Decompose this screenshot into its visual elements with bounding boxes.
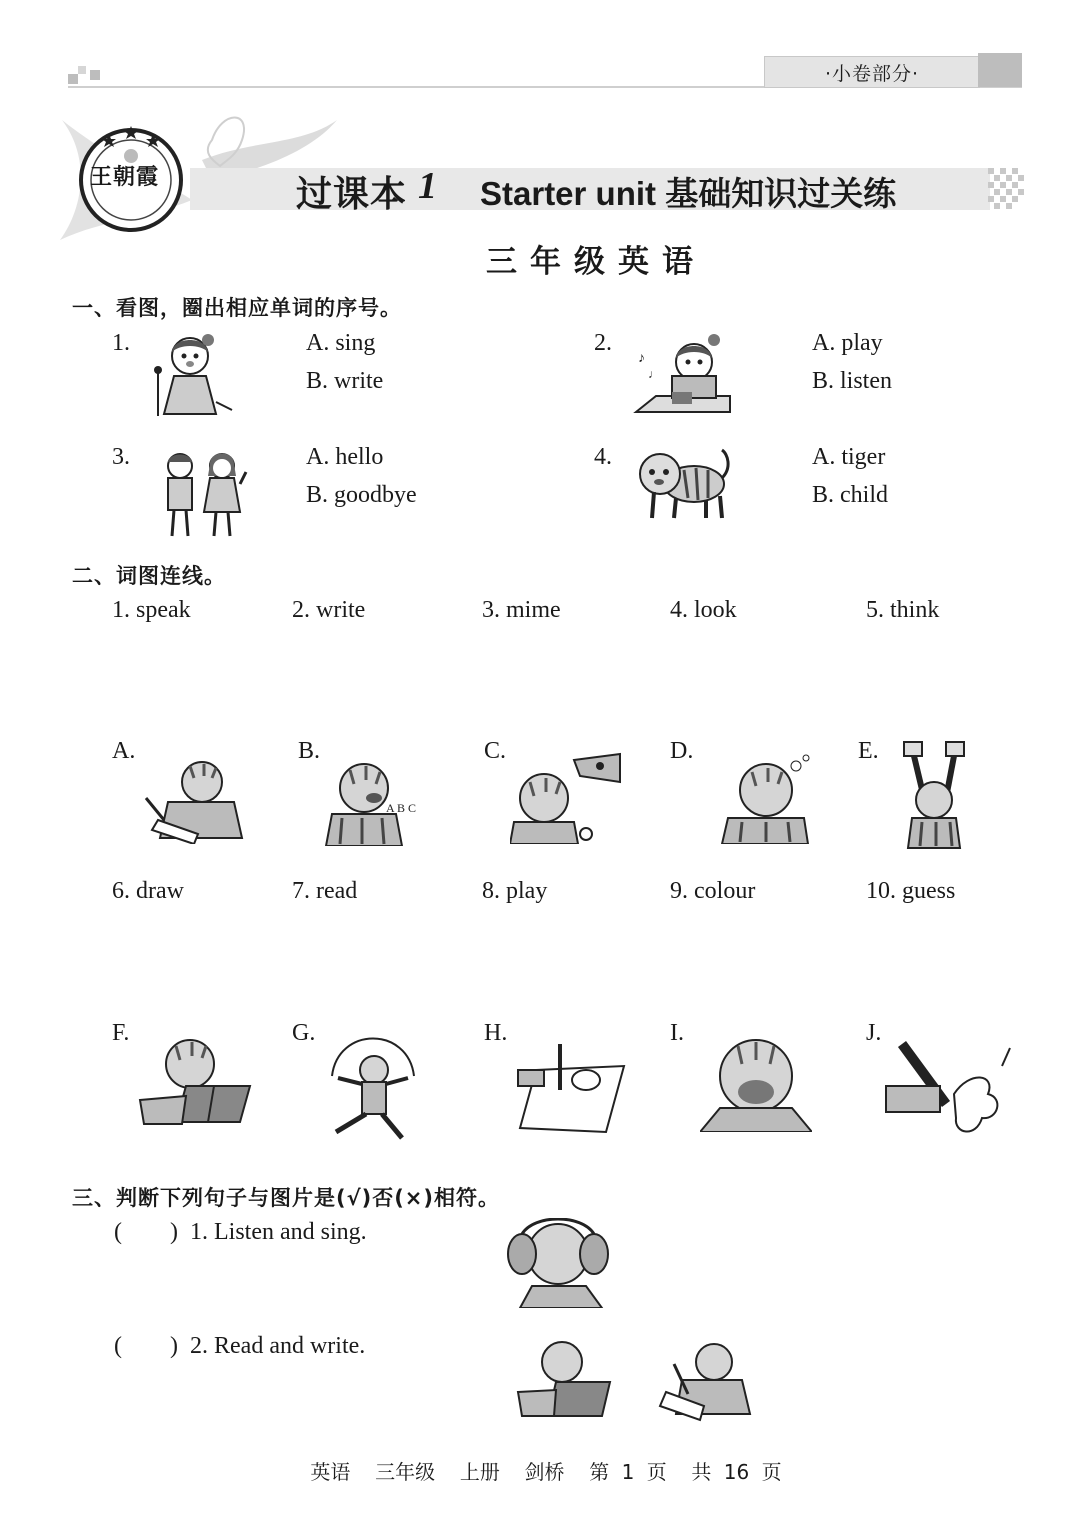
tiger-icon: [636, 444, 734, 522]
corner-decoration: [90, 70, 100, 80]
page-subtitle: 三年级英语: [486, 244, 706, 280]
girl-singing-icon: [144, 332, 236, 418]
s2-pic-label: F.: [112, 1020, 130, 1046]
s1-option-a: A. hello: [306, 444, 384, 470]
s2-pic-label: D.: [670, 738, 694, 764]
tiger-skipping-icon: [318, 1026, 428, 1144]
tiger-face-icon: [700, 1036, 812, 1132]
children-greeting-icon: [156, 450, 248, 540]
s2-word: 8. play: [482, 878, 548, 904]
dotted-pattern: [988, 168, 1024, 210]
s1-option-a: A. tiger: [812, 444, 886, 470]
section3-heading: 三、判断下列句子与图片是(√)否(×)相符。: [72, 1186, 500, 1210]
s2-pic-label: B.: [298, 738, 321, 764]
s1-item-number: 2.: [594, 330, 612, 356]
page-footer: 英语 三年级 上册 剑桥 第 1 页 共 16 页: [310, 1460, 782, 1484]
answer-bracket[interactable]: ( ): [114, 1333, 178, 1359]
s1-item-number: 4.: [594, 444, 612, 470]
s2-pic-label: C.: [484, 738, 507, 764]
lesson-subtitle: Starter unit 基础知识过关练: [480, 175, 897, 212]
s2-pic-label: I.: [670, 1020, 684, 1046]
s1-item-number: 3.: [112, 444, 130, 470]
pic-b-letters: A B C: [386, 801, 417, 815]
tiger-headphones-icon: [504, 1218, 610, 1308]
s3-sentence: 1. Listen and sing.: [190, 1219, 367, 1245]
s3-sentence: 2. Read and write.: [190, 1333, 366, 1359]
s2-pic-label: J.: [866, 1020, 882, 1046]
answer-bracket[interactable]: ( ): [114, 1219, 178, 1245]
lesson-number: 1: [418, 165, 437, 207]
tag-accent: [978, 53, 1022, 87]
s1-option-b: B. child: [812, 482, 888, 508]
s2-word: 7. read: [292, 878, 358, 904]
s1-option-a: A. sing: [306, 330, 376, 356]
tiger-speaking-icon: [322, 758, 422, 846]
s2-word: 3. mime: [482, 597, 561, 623]
s2-word: 4. look: [670, 597, 737, 623]
svg-text:♪: ♪: [638, 351, 645, 366]
tiger-writing-icon: [658, 1340, 754, 1422]
s1-option-a: A. play: [812, 330, 883, 356]
s2-pic-label: E.: [858, 738, 879, 764]
s2-word: 10. guess: [866, 878, 956, 904]
s2-word: 9. colour: [670, 878, 756, 904]
s2-word: 5. think: [866, 597, 940, 623]
logo-text: 王朝霞: [90, 165, 160, 190]
s2-word: 6. draw: [112, 878, 184, 904]
s2-pic-label: G.: [292, 1020, 316, 1046]
s1-option-b: B. listen: [812, 368, 893, 394]
svg-text:♩: ♩: [648, 367, 660, 381]
s2-pic-label: H.: [484, 1020, 508, 1046]
tiger-reading-book-icon: [516, 1338, 612, 1418]
corner-decoration: [68, 74, 78, 84]
s1-option-b: B. write: [306, 368, 384, 394]
s1-item-number: 1.: [112, 330, 130, 356]
section2-heading: 二、词图连线。: [72, 564, 226, 588]
s2-word: 2. write: [292, 597, 366, 623]
tiger-miming-icon: [894, 738, 976, 850]
tiger-looking-icon: [510, 752, 622, 844]
corner-decoration: [78, 66, 86, 74]
tiger-with-book-icon: [136, 1034, 252, 1126]
tiger-reading-icon: [138, 758, 248, 844]
s2-word: 1. speak: [112, 597, 191, 623]
s1-option-b: B. goodbye: [306, 482, 417, 508]
tiger-colouring-icon: [884, 1038, 1022, 1142]
s2-pic-label: A.: [112, 738, 136, 764]
section1-heading: 一、看图，圈出相应单词的序号。: [72, 296, 402, 320]
tiger-thinking-icon: [712, 752, 812, 844]
girl-listening-icon: [632, 332, 734, 414]
section-tag: ·小卷部分·: [764, 56, 980, 88]
lesson-title: 过课本: [296, 174, 408, 215]
tiger-drawing-icon: [516, 1042, 628, 1134]
